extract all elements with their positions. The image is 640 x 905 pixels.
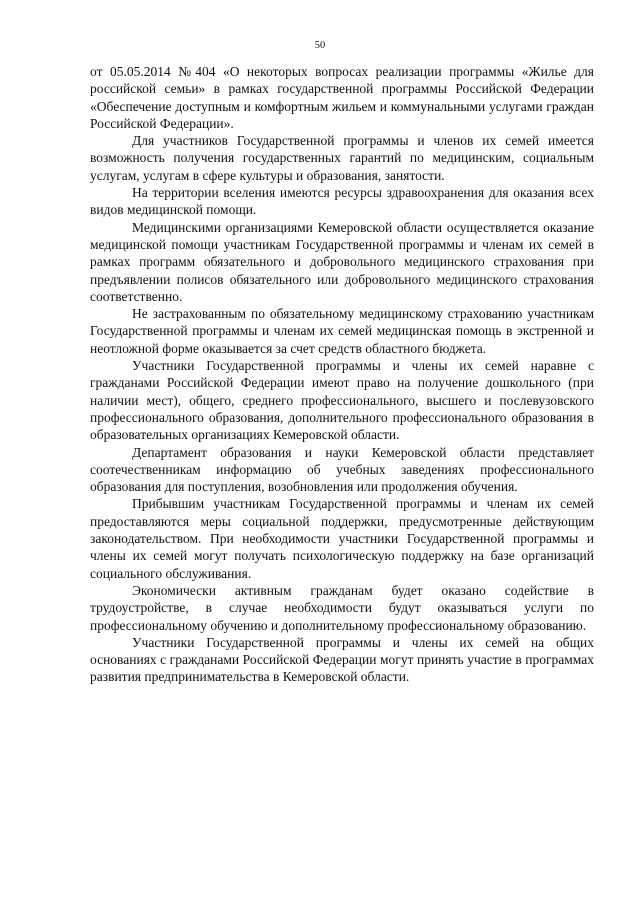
paragraph-state-guarantees: Для участников Государственной программы и членов их семей имеется возможность получения государственных гарантий по медицинским, социальным услугам, услугам в сфере культуры и образования, занятости. — [90, 133, 594, 183]
paragraph-uninsured-care: Не застрахованным по обязательному медицинскому страхованию участникам Государственной программы и членам их семей медицинская помощь в экстренной и неотложной форме оказывается за счет средств областного бюджета. — [90, 306, 594, 356]
paragraph-entrepreneurship: Участники Государственной программы и члены их семей на общих основаниях с гражданами Российской Федерации могут принять участие в программах развития предпринимательства в Кемеровской области. — [90, 634, 594, 685]
document-body — [90, 63, 594, 686]
paragraph-employment-assistance: Экономически активным гражданам будет оказано содействие в трудоустройстве, в случае необходимости будут оказываться услуги по профессиональному обучению и дополнительному профессиональному образованию. — [90, 582, 594, 633]
paragraph-medical-insurance: Медицинскими организациями Кемеровской области осуществляется оказание медицинской помощи участникам Государственной программы и членам их семей в рамках программ обязательного и добровольного медицинского страхования при предъявлении полисов обязательного или добровольного медицинского страхования соответственно. — [90, 219, 594, 304]
paragraph-social-support: Прибывшим участникам Государственной программы и членам их семей предоставляются меры социальной поддержки, предусмотренные действующим законодательством. При необходимости участники Государственной программы и члены их семей могут получать психологическую поддержку на базе организаций социального обслуживания. — [90, 496, 594, 581]
paragraph-education-rights: Участники Государственной программы и члены их семей наравне с гражданами Российской Федерации имеют право на получение дошкольного (при наличии мест), общего, среднего профессионального, высшего и послевузовского профессионального образования, дополнительного профессионального образования в образовательных организациях Кемеровской области. — [90, 358, 594, 443]
paragraph-continuation: от 05.05.2014 №404 «О некоторых вопросах реализации программы «Жилье для российской семьи» в рамках государственной программы Российской Федерации «Обеспечение доступным и комфортным жильем и коммунальными услугами граждан Российской Федерации». — [90, 64, 594, 131]
page-number: 50 — [314, 40, 326, 51]
paragraph-education-department: Департамент образования и науки Кемеровской области представляет соотечественникам информацию об учебных заведениях профессионального образования для поступления, возобновления или продолжения обучения. — [90, 444, 594, 495]
paragraph-healthcare-resources: На территории вселения имеются ресурсы здравоохранения для оказания всех видов медицинской помощи. — [90, 185, 594, 218]
